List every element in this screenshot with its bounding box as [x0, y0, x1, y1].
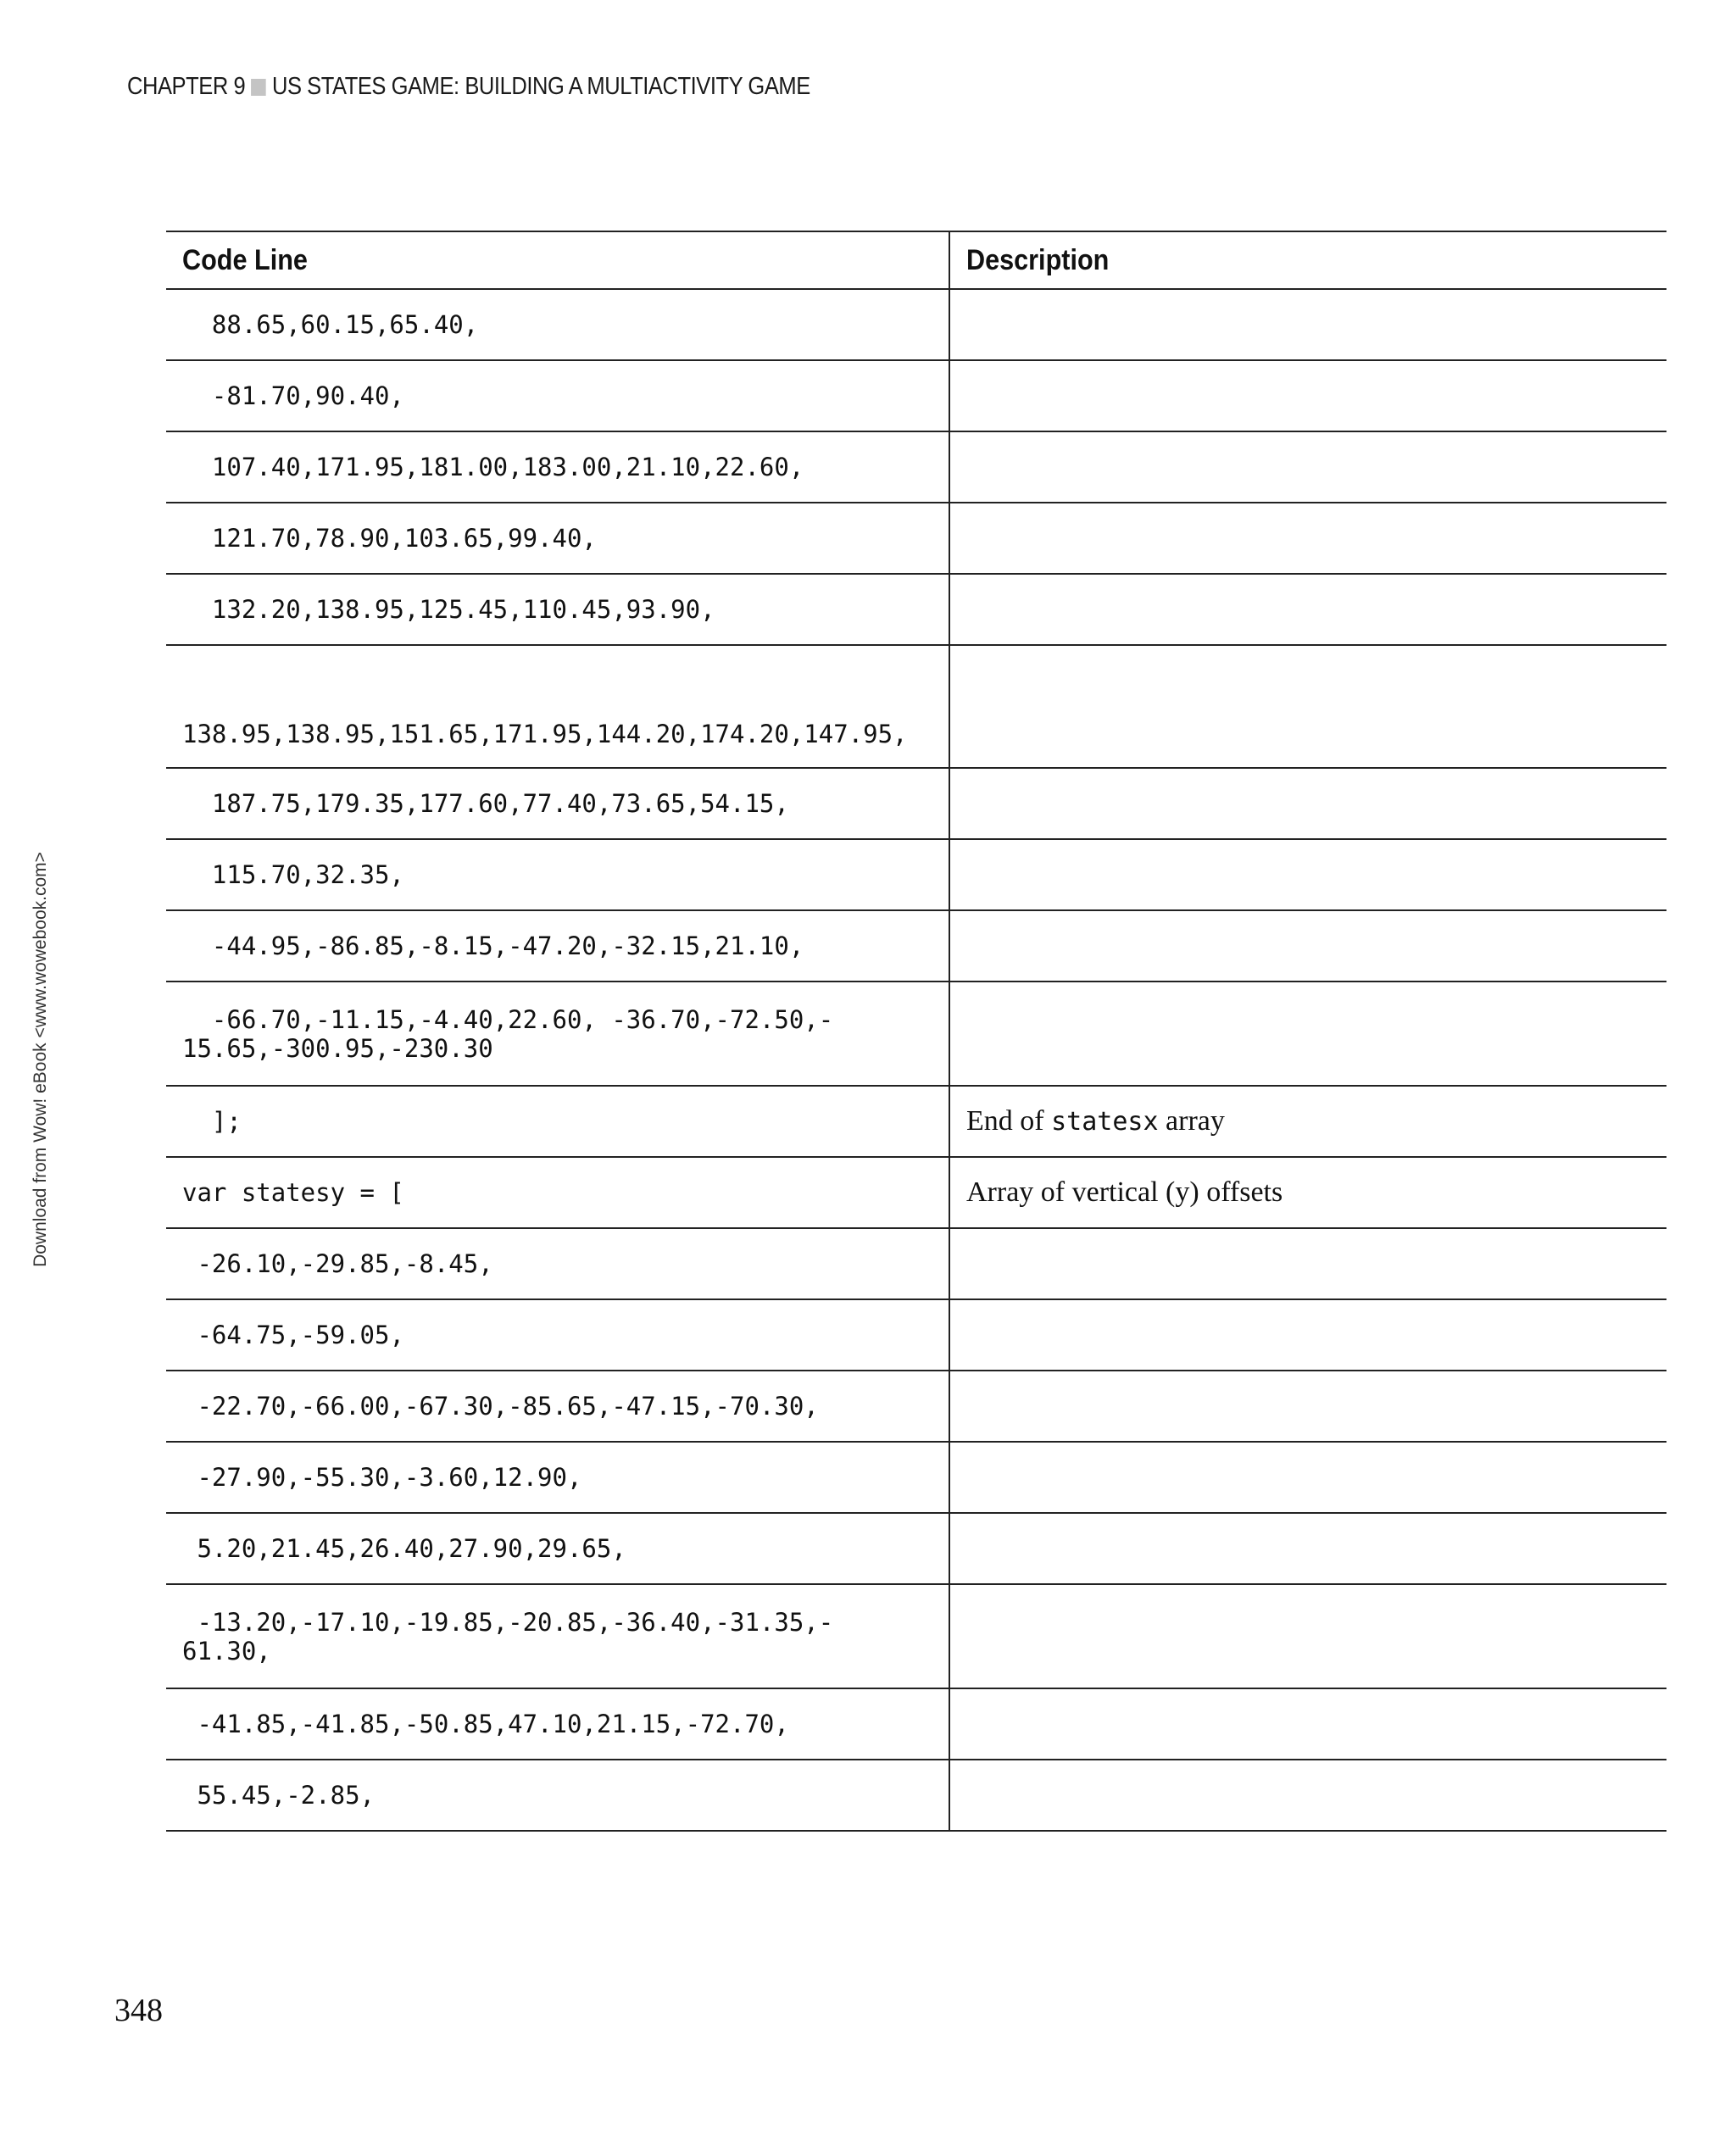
- description-cell: [949, 982, 1666, 1086]
- code-cell: 121.70,78.90,103.65,99.40,: [166, 503, 949, 574]
- chapter-title: US STATES GAME: BUILDING A MULTIACTIVITY GAME: [271, 73, 810, 100]
- description-cell: [949, 1299, 1666, 1371]
- description-cell: [949, 503, 1666, 574]
- code-cell: 107.40,171.95,181.00,183.00,21.10,22.60,: [166, 431, 949, 503]
- code-cell: 88.65,60.15,65.40,: [166, 289, 949, 360]
- description-cell: [949, 1086, 1666, 1157]
- code-cell: 115.70,32.35,: [166, 839, 949, 910]
- table-row: [166, 839, 1666, 910]
- code-cell: -13.20,-17.10,-19.85,-20.85,-36.40,-31.35,- 61.30,: [166, 1584, 949, 1688]
- table-row: [166, 910, 1666, 982]
- description-cell: [949, 431, 1666, 503]
- running-header: [127, 73, 810, 101]
- table-row: [166, 1584, 1666, 1688]
- description-cell: Array of vertical (y) offsets: [949, 1157, 1666, 1228]
- code-cell: 138.95,138.95,151.65,171.95,144.20,174.20,147.95,: [166, 645, 949, 768]
- table-row: [166, 1086, 1666, 1157]
- table-row: [166, 1299, 1666, 1371]
- separator-square-icon: [251, 79, 266, 96]
- description-cell: [949, 289, 1666, 360]
- code-cell: -81.70,90.40,: [166, 360, 949, 431]
- description-cell: [949, 1760, 1666, 1831]
- table-row: [166, 1371, 1666, 1442]
- table-row: [166, 982, 1666, 1086]
- code-cell: -22.70,-66.00,-67.30,-85.65,-47.15,-70.30,: [166, 1371, 949, 1442]
- code-cell: ];: [166, 1086, 949, 1157]
- description-cell: [949, 574, 1666, 645]
- table-row: [166, 360, 1666, 431]
- table-row: [166, 1688, 1666, 1760]
- description-text: array: [1158, 1105, 1225, 1137]
- code-cell: -44.95,-86.85,-8.15,-47.20,-32.15,21.10,: [166, 910, 949, 982]
- inline-code: statesx: [1051, 1107, 1159, 1137]
- description-cell: [949, 1584, 1666, 1688]
- description-cell: [949, 1228, 1666, 1299]
- code-cell: 55.45,-2.85,: [166, 1760, 949, 1831]
- code-cell: -64.75,-59.05,: [166, 1299, 949, 1371]
- download-watermark: Download from Wow! eBook <www.wowebook.com>: [31, 852, 50, 1267]
- table-row: [166, 1442, 1666, 1513]
- description-cell: [949, 839, 1666, 910]
- code-cell: -26.10,-29.85,-8.45,: [166, 1228, 949, 1299]
- table-row: [166, 574, 1666, 645]
- table-row: [166, 289, 1666, 360]
- description-cell: [949, 910, 1666, 982]
- code-cell: 132.20,138.95,125.45,110.45,93.90,: [166, 574, 949, 645]
- table-row: [166, 1228, 1666, 1299]
- description-cell: [949, 360, 1666, 431]
- description-cell: [949, 768, 1666, 839]
- column-header-description: Description: [949, 231, 1666, 289]
- description-cell: [949, 1688, 1666, 1760]
- table-header-row: [166, 231, 1666, 289]
- table-row: [166, 503, 1666, 574]
- code-cell: -66.70,-11.15,-4.40,22.60, -36.70,-72.50,- 15.65,-300.95,-230.30: [166, 982, 949, 1086]
- code-cell: 187.75,179.35,177.60,77.40,73.65,54.15,: [166, 768, 949, 839]
- description-cell: [949, 1513, 1666, 1584]
- table-row: [166, 645, 1666, 768]
- table-row: [166, 431, 1666, 503]
- description-cell: [949, 1442, 1666, 1513]
- table-row: [166, 1760, 1666, 1831]
- description-text: End of: [966, 1105, 1052, 1137]
- code-cell: var statesy = [: [166, 1157, 949, 1228]
- chapter-label: CHAPTER 9: [127, 73, 246, 100]
- code-description-table: [166, 231, 1666, 1832]
- code-cell: -41.85,-41.85,-50.85,47.10,21.15,-72.70,: [166, 1688, 949, 1760]
- table-row: [166, 1157, 1666, 1228]
- code-cell: 5.20,21.45,26.40,27.90,29.65,: [166, 1513, 949, 1584]
- table-row: [166, 768, 1666, 839]
- column-header-code-line: Code Line: [166, 231, 949, 289]
- code-cell: -27.90,-55.30,-3.60,12.90,: [166, 1442, 949, 1513]
- page-number: 348: [114, 1993, 163, 2028]
- table-row: [166, 1513, 1666, 1584]
- description-cell: [949, 1371, 1666, 1442]
- description-cell: [949, 645, 1666, 768]
